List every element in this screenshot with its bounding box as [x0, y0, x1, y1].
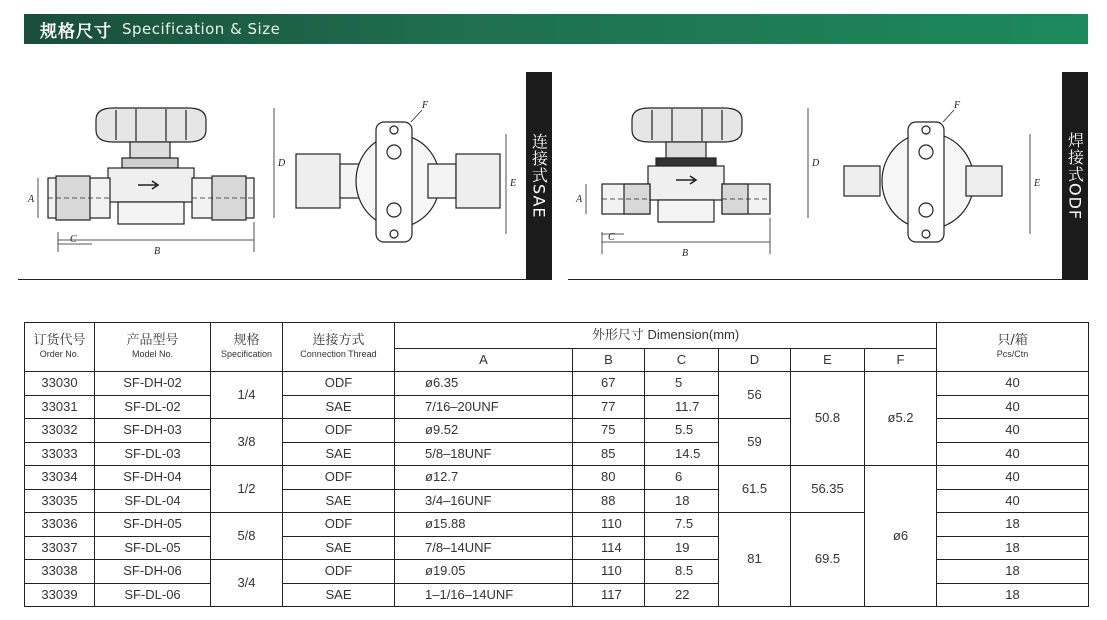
header-dim-f: F	[865, 349, 937, 372]
header-dim-c: C	[645, 349, 719, 372]
cell-dim-e: 69.5	[791, 513, 865, 607]
side-label-odf-text: 焊接式ODF	[1065, 131, 1085, 221]
cell-model: SF-DH-02	[95, 372, 211, 396]
panel-baseline	[18, 279, 526, 280]
cell-dim-b: 117	[573, 583, 645, 607]
cell-conn: ODF	[283, 466, 395, 490]
header-spec: 规格 Specification	[211, 323, 283, 372]
cell-dim-d: 81	[719, 513, 791, 607]
dim-label-e: E	[510, 178, 517, 189]
cell-dim-b: 77	[573, 395, 645, 419]
cell-pcs: 18	[937, 536, 1089, 560]
cell-dim-a: ø9.52	[395, 419, 573, 443]
cell-conn: ODF	[283, 513, 395, 537]
cell-conn: SAE	[283, 442, 395, 466]
header-connection: 连接方式 Connection Thread	[283, 323, 395, 372]
cell-conn: SAE	[283, 536, 395, 560]
header-dim-b: B	[573, 349, 645, 372]
cell-dim-e: 50.8	[791, 372, 865, 466]
cell-spec: 3/8	[211, 419, 283, 466]
cell-conn: ODF	[283, 372, 395, 396]
cell-spec: 5/8	[211, 513, 283, 560]
cell-order: 33030	[25, 372, 95, 396]
header-model-no: 产品型号 Model No.	[95, 323, 211, 372]
cell-dim-c: 11.7	[645, 395, 719, 419]
cell-model: SF-DL-05	[95, 536, 211, 560]
cell-conn: SAE	[283, 583, 395, 607]
cell-pcs: 40	[937, 442, 1089, 466]
header-dim-a: A	[395, 349, 573, 372]
dim-label-a-odf: A	[576, 194, 583, 205]
cell-dim-a: 5/8–18UNF	[395, 442, 573, 466]
cell-model: SF-DL-06	[95, 583, 211, 607]
side-label-odf	[1062, 72, 1088, 280]
cell-pcs: 40	[937, 489, 1089, 513]
cell-dim-c: 5.5	[645, 419, 719, 443]
diagram-panel-sae	[18, 72, 552, 280]
table-row	[25, 372, 1089, 396]
cell-model: SF-DH-06	[95, 560, 211, 584]
section-banner	[24, 14, 1088, 44]
dim-label-e-odf: E	[1034, 178, 1041, 189]
cell-dim-c: 5	[645, 372, 719, 396]
cell-dim-f: ø5.2	[865, 372, 937, 466]
dim-label-f: F	[422, 100, 429, 111]
cell-order: 33039	[25, 583, 95, 607]
cell-dim-b: 80	[573, 466, 645, 490]
cell-dim-c: 18	[645, 489, 719, 513]
spec-table	[24, 322, 1089, 607]
cell-dim-b: 85	[573, 442, 645, 466]
banner-title-zh: 规格尺寸	[40, 21, 112, 42]
valve-drawing-odf	[568, 72, 1062, 280]
cell-dim-d: 59	[719, 419, 791, 466]
header-order-no: 订货代号 Order No.	[25, 323, 95, 372]
cell-order: 33038	[25, 560, 95, 584]
dim-label-d: D	[278, 158, 286, 169]
dim-label-b-odf: B	[682, 248, 689, 259]
panel-baseline	[568, 279, 1062, 280]
cell-model: SF-DH-05	[95, 513, 211, 537]
cell-dim-b: 110	[573, 513, 645, 537]
cell-dim-a: ø6.35	[395, 372, 573, 396]
cell-dim-d: 56	[719, 372, 791, 419]
cell-order: 33036	[25, 513, 95, 537]
cell-pcs: 40	[937, 372, 1089, 396]
dim-label-c-odf: C	[608, 232, 615, 243]
cell-model: SF-DH-03	[95, 419, 211, 443]
cell-dim-f: ø6	[865, 466, 937, 607]
banner-title-en: Specification & Size	[122, 20, 281, 38]
cell-dim-a: 7/16–20UNF	[395, 395, 573, 419]
cell-dim-d: 61.5	[719, 466, 791, 513]
cell-conn: ODF	[283, 419, 395, 443]
dim-label-a: A	[28, 194, 35, 205]
cell-dim-c: 8.5	[645, 560, 719, 584]
header-dimension: 外形尺寸 Dimension(mm)	[395, 323, 937, 349]
cell-order: 33032	[25, 419, 95, 443]
cell-dim-a: 3/4–16UNF	[395, 489, 573, 513]
cell-pcs: 40	[937, 466, 1089, 490]
cell-pcs: 18	[937, 560, 1089, 584]
dim-label-b: B	[154, 246, 161, 257]
cell-dim-c: 19	[645, 536, 719, 560]
cell-dim-a: 1–1/16–14UNF	[395, 583, 573, 607]
dim-label-d-odf: D	[812, 158, 820, 169]
cell-order: 33037	[25, 536, 95, 560]
cell-model: SF-DL-04	[95, 489, 211, 513]
cell-pcs: 40	[937, 419, 1089, 443]
table-row	[25, 466, 1089, 490]
cell-model: SF-DH-04	[95, 466, 211, 490]
cell-dim-c: 14.5	[645, 442, 719, 466]
cell-order: 33034	[25, 466, 95, 490]
cell-dim-a: 7/8–14UNF	[395, 536, 573, 560]
cell-dim-b: 75	[573, 419, 645, 443]
cell-dim-b: 110	[573, 560, 645, 584]
cell-spec: 1/2	[211, 466, 283, 513]
cell-pcs: 40	[937, 395, 1089, 419]
header-pcs: 只/箱 Pcs/Ctn	[937, 323, 1089, 372]
cell-dim-a: ø12.7	[395, 466, 573, 490]
cell-model: SF-DL-03	[95, 442, 211, 466]
cell-dim-a: ø19.05	[395, 560, 573, 584]
cell-dim-c: 22	[645, 583, 719, 607]
cell-conn: ODF	[283, 560, 395, 584]
cell-model: SF-DL-02	[95, 395, 211, 419]
cell-dim-e: 56.35	[791, 466, 865, 513]
diagram-panel-odf	[568, 72, 1088, 280]
cell-dim-c: 6	[645, 466, 719, 490]
cell-pcs: 18	[937, 513, 1089, 537]
cell-dim-c: 7.5	[645, 513, 719, 537]
cell-order: 33033	[25, 442, 95, 466]
cell-spec: 1/4	[211, 372, 283, 419]
header-dim-d: D	[719, 349, 791, 372]
cell-dim-b: 88	[573, 489, 645, 513]
cell-dim-b: 67	[573, 372, 645, 396]
dim-label-f-odf: F	[954, 100, 961, 111]
cell-spec: 3/4	[211, 560, 283, 607]
side-label-sae-text: 连接式SAE	[529, 133, 549, 219]
cell-order: 33035	[25, 489, 95, 513]
side-label-sae	[526, 72, 552, 280]
cell-dim-b: 114	[573, 536, 645, 560]
cell-pcs: 18	[937, 583, 1089, 607]
cell-order: 33031	[25, 395, 95, 419]
header-dim-e: E	[791, 349, 865, 372]
dim-label-c: C	[70, 234, 77, 245]
valve-drawing-sae	[18, 72, 526, 280]
cell-conn: SAE	[283, 489, 395, 513]
cell-dim-a: ø15.88	[395, 513, 573, 537]
cell-conn: SAE	[283, 395, 395, 419]
